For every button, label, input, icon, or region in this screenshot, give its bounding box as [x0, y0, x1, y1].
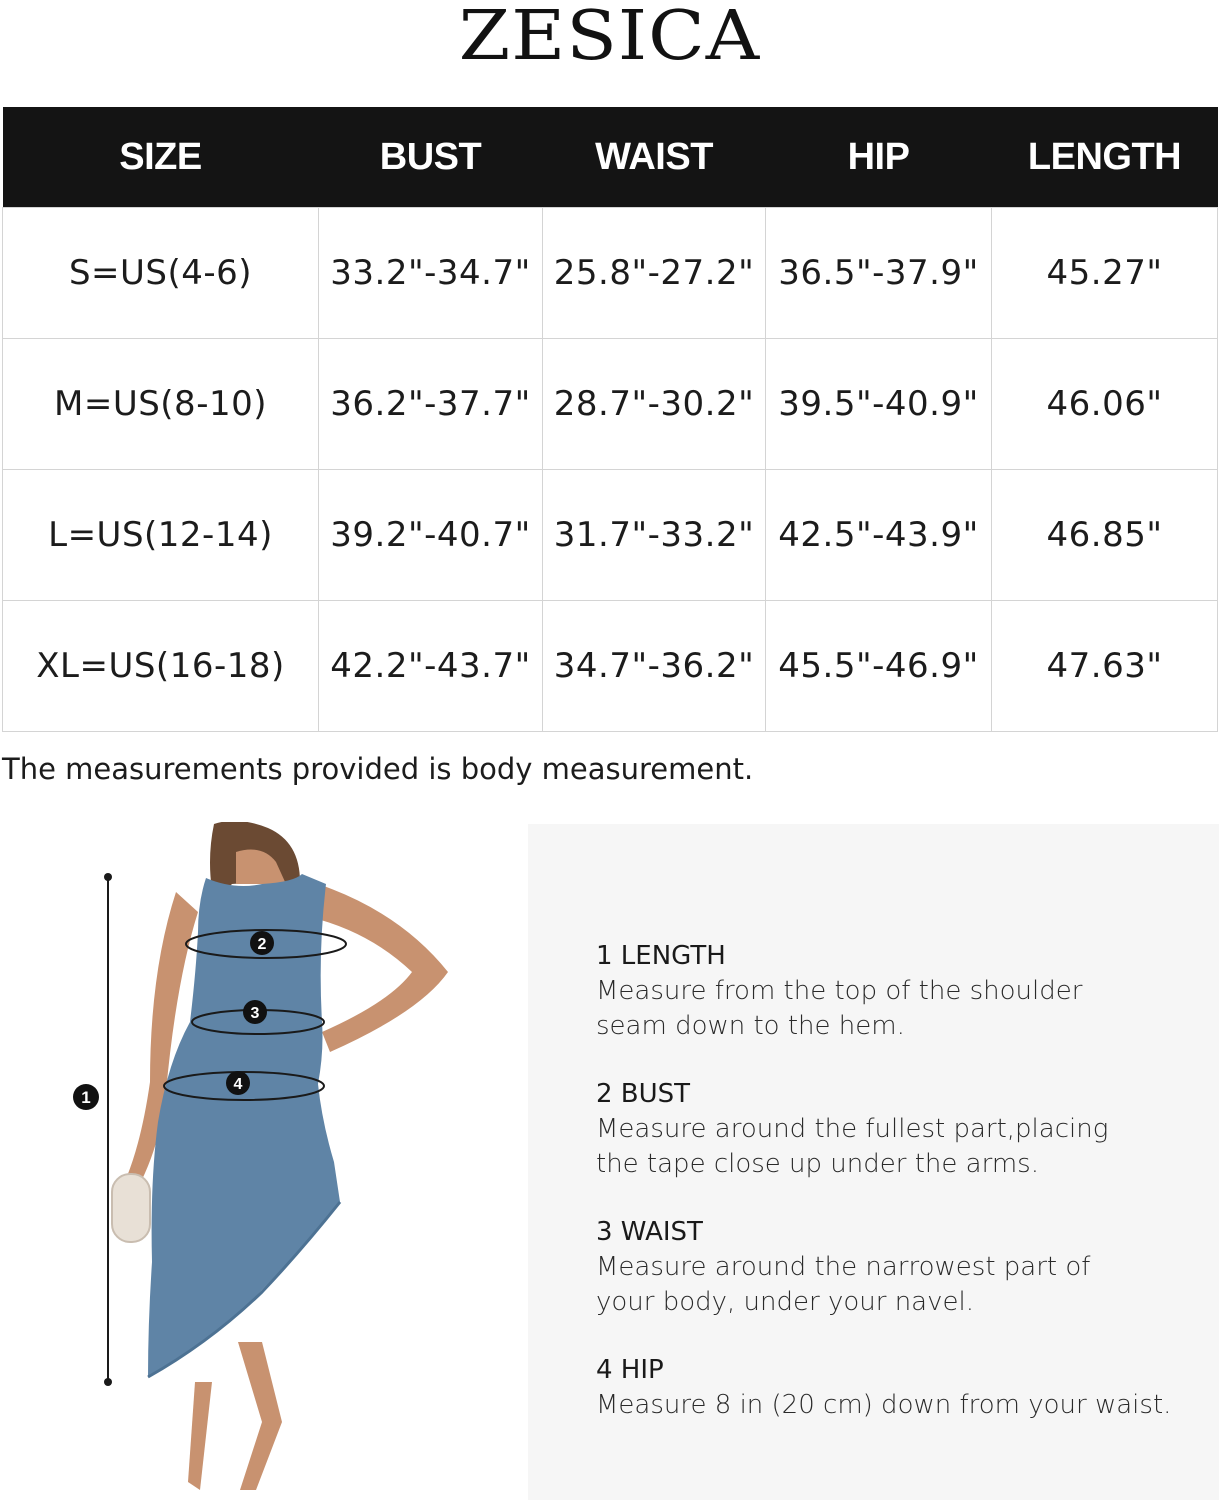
cell-size: S=US(4-6)	[3, 208, 319, 339]
header-size: SIZE	[3, 107, 319, 208]
table-header-row	[3, 107, 1218, 208]
guide-text: Measure around the fullest part,placing	[596, 1114, 1109, 1144]
svg-text:3: 3	[250, 1005, 260, 1022]
dress-illustration	[0, 822, 520, 1500]
cell-size: XL=US(16-18)	[3, 601, 319, 732]
cell-waist: 28.7"-30.2"	[543, 339, 766, 470]
cell-length: 46.06"	[992, 339, 1218, 470]
svg-text:2: 2	[257, 936, 267, 953]
svg-text:1: 1	[81, 1088, 91, 1107]
model-figure	[0, 822, 520, 1500]
header-length: LENGTH	[992, 107, 1218, 208]
length-guide-top-dot	[104, 873, 112, 881]
guide-text: your body, under your navel.	[596, 1287, 974, 1317]
guide-text: Measure 8 in (20 cm) down from your waist.	[596, 1390, 1172, 1420]
cell-bust: 39.2"-40.7"	[319, 470, 543, 601]
cell-bust: 33.2"-34.7"	[319, 208, 543, 339]
cell-hip: 45.5"-46.9"	[766, 601, 992, 732]
guide-waist	[596, 1214, 1216, 1320]
cell-size: L=US(12-14)	[3, 470, 319, 601]
svg-text:4: 4	[233, 1076, 243, 1093]
model-left-leg	[188, 1382, 212, 1490]
guide-length	[596, 938, 1216, 1044]
model-right-arm	[310, 884, 448, 1052]
guide-text: seam down to the hem.	[596, 1011, 905, 1041]
header-bust: BUST	[319, 107, 543, 208]
marker-length	[73, 1084, 99, 1110]
guide-text: Measure around the narrowest part of	[596, 1252, 1091, 1282]
cell-waist: 34.7"-36.2"	[543, 601, 766, 732]
guide-text: Measure from the top of the shoulder	[596, 976, 1083, 1006]
cell-bust: 36.2"-37.7"	[319, 339, 543, 470]
clutch-bag	[112, 1174, 150, 1242]
cell-waist: 25.8"-27.2"	[543, 208, 766, 339]
cell-bust: 42.2"-43.7"	[319, 601, 543, 732]
cell-waist: 31.7"-33.2"	[543, 470, 766, 601]
cell-length: 47.63"	[992, 601, 1218, 732]
guide-title: 3 WAIST	[596, 1217, 703, 1247]
cell-hip: 42.5"-43.9"	[766, 470, 992, 601]
measurement-guide-panel	[528, 824, 1219, 1500]
length-guide-bottom-dot	[104, 1378, 112, 1386]
cell-hip: 39.5"-40.9"	[766, 339, 992, 470]
cell-hip: 36.5"-37.9"	[766, 208, 992, 339]
header-waist: WAIST	[543, 107, 766, 208]
header-hip: HIP	[766, 107, 992, 208]
brand-logo: ZESICA	[458, 0, 761, 76]
table-row	[3, 339, 1218, 470]
marker-bust	[250, 931, 274, 955]
guide-title: 1 LENGTH	[596, 941, 726, 971]
size-chart-table	[2, 107, 1218, 732]
cell-size: M=US(8-10)	[3, 339, 319, 470]
table-row	[3, 208, 1218, 339]
table-row	[3, 470, 1218, 601]
table-row	[3, 601, 1218, 732]
guide-hip	[596, 1352, 1216, 1423]
marker-waist	[243, 1000, 267, 1024]
model-right-leg	[238, 1342, 282, 1490]
guide-title: 4 HIP	[596, 1355, 664, 1385]
guide-bust	[596, 1076, 1216, 1182]
measurement-note: The measurements provided is body measurement.	[2, 752, 754, 786]
marker-hip	[226, 1071, 250, 1095]
cell-length: 46.85"	[992, 470, 1218, 601]
guide-text: the tape close up under the arms.	[596, 1149, 1039, 1179]
guide-title: 2 BUST	[596, 1079, 691, 1109]
cell-length: 45.27"	[992, 208, 1218, 339]
